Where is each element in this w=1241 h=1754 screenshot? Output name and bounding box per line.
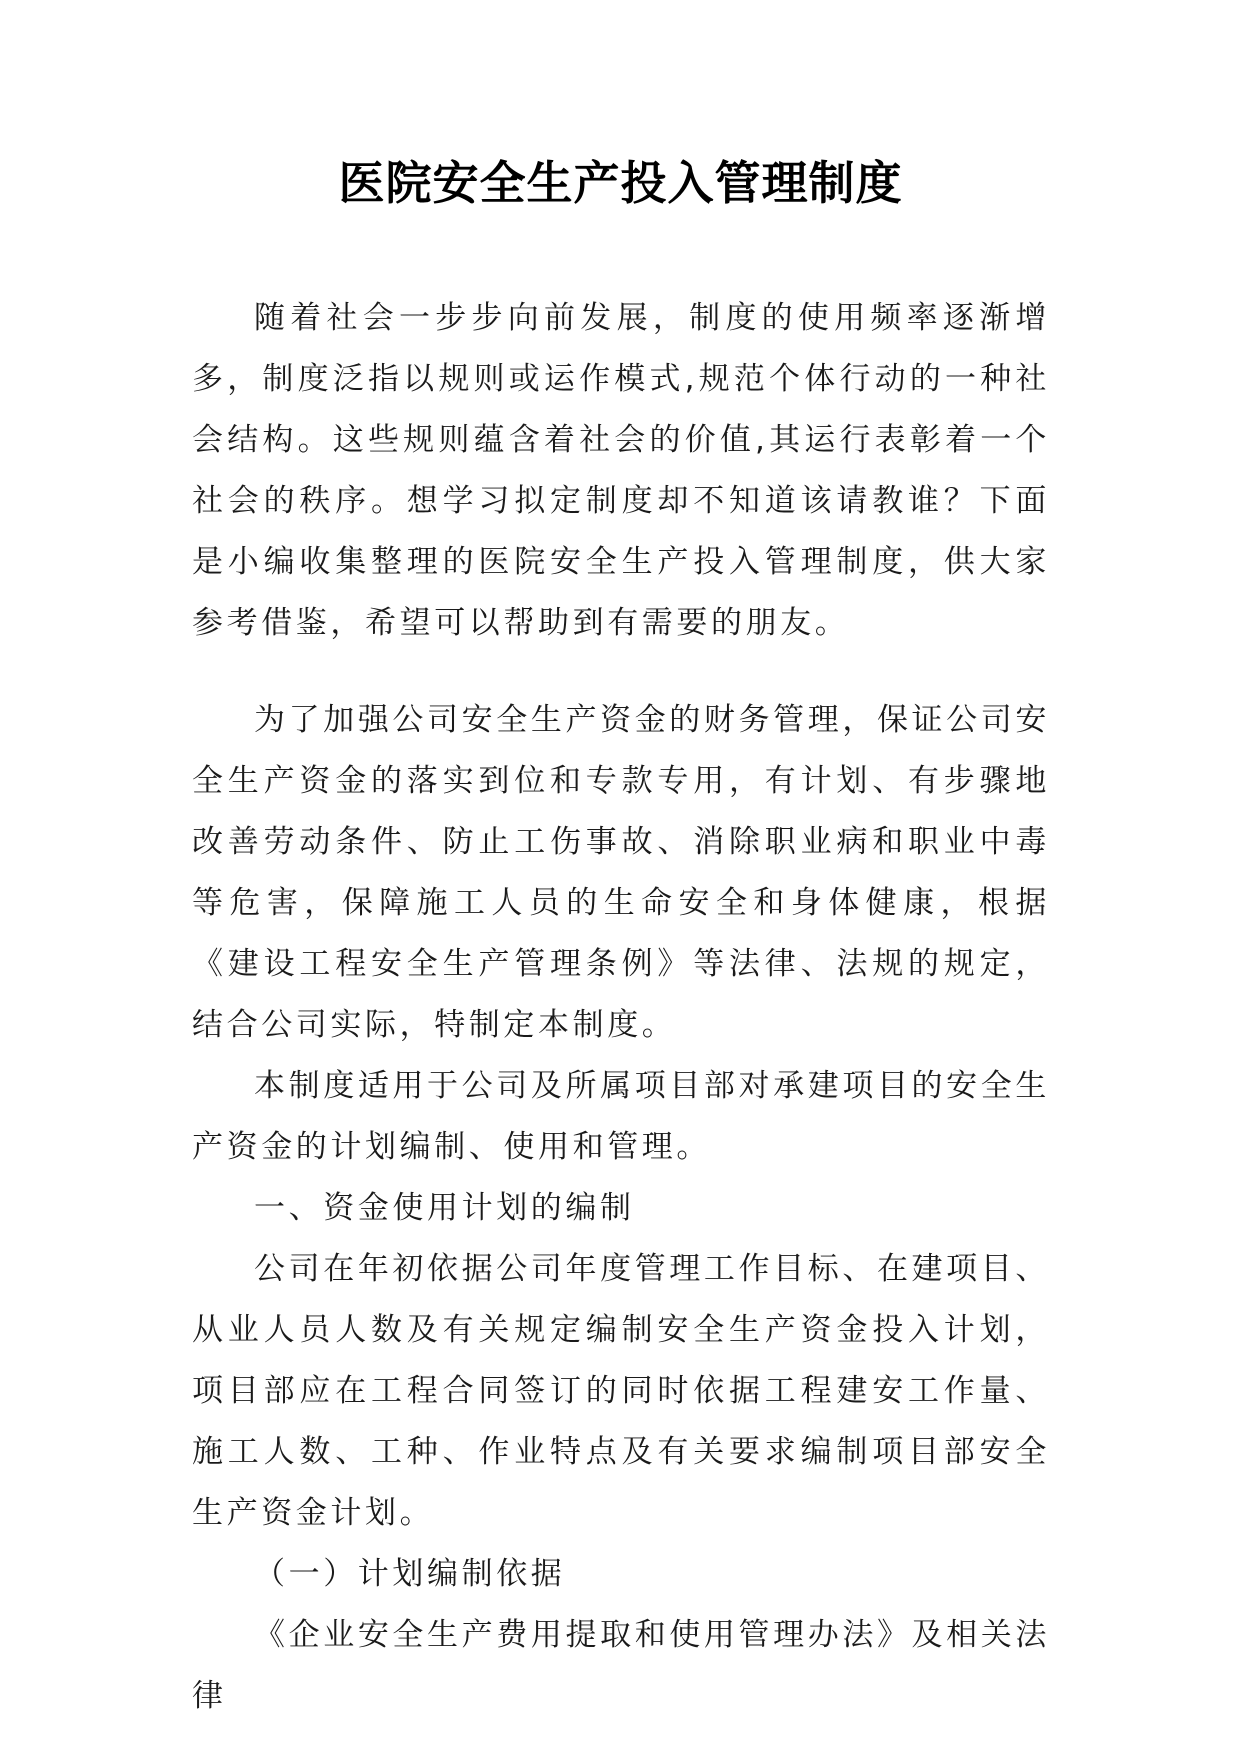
paragraph-scope: 本制度适用于公司及所属项目部对承建项目的安全生产资金的计划编制、使用和管理。 [192, 1068, 1050, 1165]
intro-paragraph: 随着社会一步步向前发展，制度的使用频率逐渐增多，制度泛指以规则或运作模式,规范个体行动的一种社会结构。这些规则蕴含着社会的价值,其运行表彰着一个社会的秩序。想学习拟定制度却不知道该请教谁？下面是小编收集整理的医院安全生产投入管理制度，供大家参考借鉴，希望可以帮助到有需要的朋友。 [192, 300, 1050, 641]
main-section [192, 690, 1050, 1727]
subsection-heading-basis: （一）计划编制依据 [254, 1556, 566, 1592]
paragraph-basis: 《企业安全生产费用提取和使用管理办法》及相关法律 [192, 1617, 1050, 1714]
document-title: 医院安全生产投入管理制度 [338, 156, 903, 210]
paragraph-fund-plan: 公司在年初依据公司年度管理工作目标、在建项目、从业人员人数及有关规定编制安全生产资金投入计划，项目部应在工程合同签订的同时依据工程建安工作量、施工人数、工种、作业特点及有关要求编制项目部安全生产资金计划。 [192, 1251, 1050, 1531]
intro-section [192, 288, 1050, 654]
paragraph-purpose: 为了加强公司安全生产资金的财务管理，保证公司安全生产资金的落实到位和专款专用，有计划、有步骤地改善劳动条件、防止工伤事故、消除职业病和职业中毒等危害，保障施工人员的生命安全和身体健康，根据《建设工程安全生产管理条例》等法律、法规的规定，结合公司实际，特制定本制度。 [192, 702, 1050, 1043]
section-heading-fund-plan: 一、资金使用计划的编制 [254, 1190, 635, 1226]
